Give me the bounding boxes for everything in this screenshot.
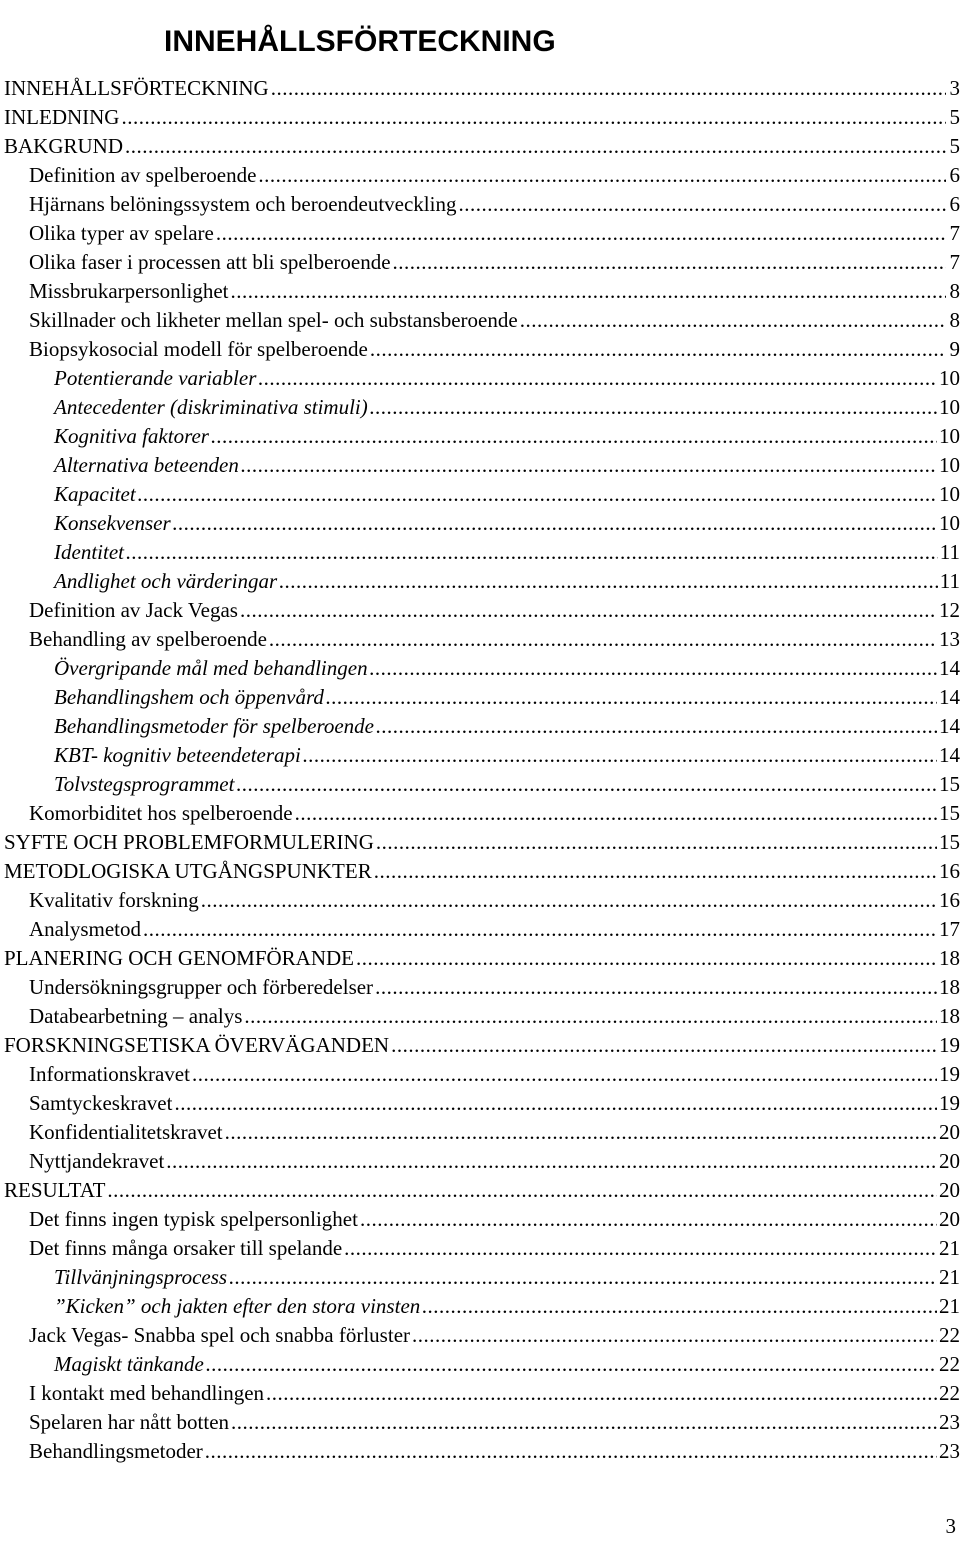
toc-dot-leader [138, 480, 937, 509]
toc-entry-page: 14 [939, 656, 960, 680]
toc-entry-page: 10 [939, 366, 960, 390]
toc-entry-page: 15 [939, 772, 960, 796]
toc-entry-label: Olika faser i processen att bli spelberoende [29, 248, 391, 277]
toc-dot-leader [241, 451, 937, 480]
toc-entry-page: 14 [939, 743, 960, 767]
toc-entry[interactable] [4, 915, 960, 944]
toc-entry-page: 18 [939, 946, 960, 970]
toc-entry-page: 19 [939, 1091, 960, 1115]
toc-entry-page: 8 [949, 279, 960, 303]
toc-entry[interactable] [4, 1118, 960, 1147]
toc-entry-label: Det finns ingen typisk spelpersonlighet [29, 1205, 358, 1234]
toc-entry[interactable] [4, 1350, 960, 1379]
toc-entry-label: KBT- kognitiv beteendeterapi [54, 741, 301, 770]
toc-entry-label: Identitet [54, 538, 124, 567]
toc-entry-page: 10 [939, 482, 960, 506]
toc-entry-label: Övergripande mål med behandlingen [54, 654, 368, 683]
toc-entry-label: Magiskt tänkande [54, 1350, 204, 1379]
toc-entry-page: 10 [939, 424, 960, 448]
toc-dot-leader [295, 799, 937, 828]
toc-dot-leader [376, 712, 937, 741]
toc-dot-leader [240, 596, 937, 625]
toc-entry-page: 21 [939, 1294, 960, 1318]
toc-dot-leader [192, 1060, 937, 1089]
toc-entry[interactable] [4, 1408, 960, 1437]
toc-entry[interactable] [4, 1176, 960, 1205]
toc-entry[interactable] [4, 74, 960, 103]
toc-dot-leader [422, 1292, 937, 1321]
toc-entry[interactable] [4, 1263, 960, 1292]
toc-entry-page: 10 [939, 395, 960, 419]
toc-entry-page: 14 [939, 685, 960, 709]
toc-dot-leader [269, 625, 937, 654]
toc-dot-leader [360, 1205, 937, 1234]
toc-dot-leader [520, 306, 946, 335]
toc-entry-page: 11 [939, 569, 960, 593]
toc-entry[interactable] [4, 973, 960, 1002]
toc-entry-label: Spelaren har nått botten [29, 1408, 229, 1437]
toc-entry-page: 21 [939, 1236, 960, 1260]
toc-entry[interactable] [4, 944, 960, 973]
toc-entry-label: Konfidentialitetskravet [29, 1118, 223, 1147]
toc-dot-leader [370, 335, 946, 364]
toc-entry[interactable] [4, 1321, 960, 1350]
toc-entry[interactable] [4, 393, 960, 422]
toc-dot-leader [412, 1321, 937, 1350]
toc-entry-page: 19 [939, 1033, 960, 1057]
toc-entry-label: Missbrukarpersonlighet [29, 277, 228, 306]
toc-entry-page: 23 [939, 1439, 960, 1463]
toc-entry-page: 22 [939, 1352, 960, 1376]
toc-dot-leader [206, 1350, 937, 1379]
toc-dot-leader [201, 886, 937, 915]
toc-entry-label: Komorbiditet hos spelberoende [29, 799, 293, 828]
toc-entry-label: Hjärnans belöningssystem och beroendeutveckling [29, 190, 456, 219]
toc-dot-leader [125, 132, 946, 161]
toc-entry-page: 22 [939, 1323, 960, 1347]
toc-entry-page: 6 [949, 163, 960, 187]
toc-entry[interactable] [4, 770, 960, 799]
toc-dot-leader [458, 190, 946, 219]
toc-entry-label: Tillvänjningsprocess [54, 1263, 227, 1292]
toc-entry-label: Behandling av spelberoende [29, 625, 267, 654]
toc-entry-label: Definition av spelberoende [29, 161, 256, 190]
toc-entry[interactable] [4, 1205, 960, 1234]
toc-entry[interactable] [4, 654, 960, 683]
toc-entry-page: 10 [939, 453, 960, 477]
toc-dot-leader [370, 654, 937, 683]
toc-entry[interactable] [4, 1437, 960, 1466]
toc-entry[interactable] [4, 1002, 960, 1031]
toc-entry-page: 23 [939, 1410, 960, 1434]
toc-entry-label: INNEHÅLLSFÖRTECKNING [4, 74, 269, 103]
toc-dot-leader [374, 857, 937, 886]
toc-entry-page: 17 [939, 917, 960, 941]
toc-entry-label: Nyttjandekravet [29, 1147, 164, 1176]
toc-entry[interactable] [4, 1031, 960, 1060]
toc-entry-label: Samtyckeskravet [29, 1089, 172, 1118]
toc-entry-page: 3 [949, 76, 960, 100]
toc-entry[interactable] [4, 1089, 960, 1118]
toc-entry[interactable] [4, 132, 960, 161]
toc-dot-leader [266, 1379, 937, 1408]
toc-dot-leader [205, 1437, 937, 1466]
toc-entry[interactable] [4, 103, 960, 132]
toc-entry[interactable] [4, 567, 960, 596]
toc-entry-page: 7 [949, 221, 960, 245]
toc-entry-page: 5 [949, 134, 960, 158]
toc-entry-page: 15 [939, 830, 960, 854]
toc-entry-page: 8 [949, 308, 960, 332]
toc-dot-leader [143, 915, 937, 944]
toc-entry[interactable] [4, 857, 960, 886]
toc-dot-leader [126, 538, 938, 567]
toc-dot-leader [211, 422, 937, 451]
toc-entry-page: 18 [939, 975, 960, 999]
toc-entry-label: Andlighet och värderingar [54, 567, 277, 596]
toc-entry-page: 19 [939, 1062, 960, 1086]
toc-entry[interactable] [4, 219, 960, 248]
toc-entry-label: BAKGRUND [4, 132, 123, 161]
toc-entry-page: 20 [939, 1207, 960, 1231]
toc-entry[interactable] [4, 741, 960, 770]
toc-entry[interactable] [4, 1379, 960, 1408]
toc-dot-leader [303, 741, 937, 770]
toc-entry[interactable] [4, 683, 960, 712]
toc-entry[interactable] [4, 480, 960, 509]
toc-entry-label: Tolvstegsprogrammet [54, 770, 234, 799]
toc-entry-label: Antecedenter (diskriminativa stimuli) [54, 393, 368, 422]
toc-dot-leader [370, 393, 937, 422]
toc-entry-page: 9 [949, 337, 960, 361]
toc-dot-leader [107, 1176, 937, 1205]
toc-entry-label: Databearbetning – analys [29, 1002, 242, 1031]
toc-entry[interactable] [4, 538, 960, 567]
toc-dot-leader [375, 973, 937, 1002]
toc-entry-label: Kapacitet [54, 480, 136, 509]
toc-entry[interactable] [4, 451, 960, 480]
toc-entry-page: 21 [939, 1265, 960, 1289]
toc-entry-label: Alternativa beteenden [54, 451, 239, 480]
toc-entry-page: 10 [939, 511, 960, 535]
toc-dot-leader [230, 277, 946, 306]
toc-entry[interactable] [4, 886, 960, 915]
toc-entry-label: Undersökningsgrupper och förberedelser [29, 973, 373, 1002]
toc-entry-page: 6 [949, 192, 960, 216]
toc-dot-leader [258, 161, 946, 190]
toc-entry-label: Skillnader och likheter mellan spel- och substansberoende [29, 306, 518, 335]
toc-dot-leader [236, 770, 937, 799]
toc-entry-label: Behandlingsmetoder för spelberoende [54, 712, 374, 741]
page-number: 3 [945, 1514, 956, 1538]
toc-entry[interactable] [4, 828, 960, 857]
toc-dot-leader [244, 1002, 937, 1031]
toc-dot-leader [344, 1234, 937, 1263]
toc-entry[interactable] [4, 509, 960, 538]
toc-entry-label: SYFTE OCH PROBLEMFORMULERING [4, 828, 374, 857]
toc-entry[interactable] [4, 712, 960, 741]
toc-entry[interactable] [4, 190, 960, 219]
toc-entry-label: Behandlingshem och öppenvård [54, 683, 324, 712]
toc-dot-leader [271, 74, 946, 103]
toc-entry-label: I kontakt med behandlingen [29, 1379, 264, 1408]
toc-entry-page: 20 [939, 1178, 960, 1202]
toc-entry-label: Kvalitativ forskning [29, 886, 199, 915]
toc-dot-leader [326, 683, 937, 712]
toc-entry[interactable] [4, 306, 960, 335]
toc-entry[interactable] [4, 1234, 960, 1263]
toc-entry[interactable] [4, 277, 960, 306]
toc-entry[interactable] [4, 335, 960, 364]
toc-entry-page: 12 [939, 598, 960, 622]
toc-entry-page: 13 [939, 627, 960, 651]
toc-entry-label: Kognitiva faktorer [54, 422, 209, 451]
toc-entry-label: Jack Vegas- Snabba spel och snabba förluster [29, 1321, 410, 1350]
table-of-contents [4, 74, 960, 1466]
toc-entry[interactable] [4, 248, 960, 277]
toc-entry[interactable] [4, 364, 960, 393]
toc-entry-page: 11 [939, 540, 960, 564]
toc-dot-leader [391, 1031, 937, 1060]
toc-entry-label: Behandlingsmetoder [29, 1437, 203, 1466]
toc-entry-label: PLANERING OCH GENOMFÖRANDE [4, 944, 354, 973]
toc-entry[interactable] [4, 1060, 960, 1089]
toc-entry-page: 16 [939, 888, 960, 912]
toc-entry[interactable] [4, 596, 960, 625]
toc-entry-label: Potentierande variabler [54, 364, 256, 393]
toc-entry-page: 22 [939, 1381, 960, 1405]
toc-dot-leader [231, 1408, 937, 1437]
toc-entry-label: Informationskravet [29, 1060, 190, 1089]
toc-dot-leader [356, 944, 937, 973]
toc-entry-page: 15 [939, 801, 960, 825]
toc-entry-page: 14 [939, 714, 960, 738]
toc-dot-leader [229, 1263, 937, 1292]
toc-entry-page: 18 [939, 1004, 960, 1028]
page-title: INNEHÅLLSFÖRTECKNING [164, 25, 556, 59]
toc-entry[interactable] [4, 1147, 960, 1176]
toc-entry-label: Det finns många orsaker till spelande [29, 1234, 342, 1263]
toc-entry-page: 16 [939, 859, 960, 883]
toc-entry-label: ”Kicken” och jakten efter den stora vinsten [54, 1292, 420, 1321]
toc-entry[interactable] [4, 422, 960, 451]
toc-entry-label: RESULTAT [4, 1176, 105, 1205]
toc-dot-leader [393, 248, 946, 277]
toc-dot-leader [279, 567, 938, 596]
toc-entry[interactable] [4, 799, 960, 828]
toc-entry-page: 5 [949, 105, 960, 129]
toc-dot-leader [376, 828, 937, 857]
toc-entry[interactable] [4, 625, 960, 654]
toc-entry-page: 20 [939, 1120, 960, 1144]
toc-entry-label: Biopsykosocial modell för spelberoende [29, 335, 368, 364]
toc-entry-page: 7 [949, 250, 960, 274]
toc-dot-leader [173, 509, 937, 538]
toc-dot-leader [258, 364, 937, 393]
toc-entry-page: 20 [939, 1149, 960, 1173]
toc-entry-label: METODLOGISKA UTGÅNGSPUNKTER [4, 857, 372, 886]
toc-entry-label: Definition av Jack Vegas [29, 596, 238, 625]
toc-dot-leader [174, 1089, 937, 1118]
toc-dot-leader [225, 1118, 937, 1147]
toc-entry-label: Olika typer av spelare [29, 219, 214, 248]
toc-entry[interactable] [4, 161, 960, 190]
toc-entry-label: Konsekvenser [54, 509, 171, 538]
toc-entry-label: Analysmetod [29, 915, 141, 944]
toc-entry-label: FORSKNINGSETISKA ÖVERVÄGANDEN [4, 1031, 389, 1060]
toc-entry[interactable] [4, 1292, 960, 1321]
toc-dot-leader [166, 1147, 937, 1176]
toc-entry-label: INLEDNING [4, 103, 119, 132]
toc-dot-leader [121, 103, 946, 132]
toc-dot-leader [216, 219, 946, 248]
